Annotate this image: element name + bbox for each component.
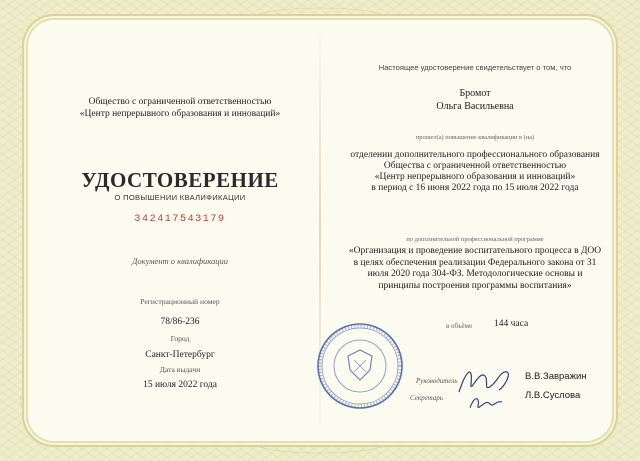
issue-date-label: Дата выдачи [159, 365, 201, 374]
holder-given-names: Ольга Васильевна [436, 101, 514, 112]
certificate-title: УДОСТОВЕРЕНИЕ [81, 168, 279, 192]
department-line: «Центр непрерывного образования и инноваций» [374, 172, 576, 182]
certify-text: Настоящее удостоверение свидетельствует о том, что [378, 63, 572, 72]
program-line: в целях обеспечения реализации Федерального закона от 31 [353, 257, 597, 268]
serial-number: 342417543179 [134, 214, 226, 225]
secretary-name: Л.В.Суслова [525, 390, 581, 401]
department-line: отделении дополнительного профессионального образования [350, 150, 600, 160]
secretary-label: Секретарь [410, 394, 443, 402]
department-line: в период с 16 июня 2022 года по 15 июля 2022 года [371, 183, 579, 193]
passed-text: прошел(а) повышение квалификации в (на) [415, 134, 535, 141]
handwritten-signature-icon [466, 392, 506, 414]
round-official-seal-icon [314, 320, 406, 412]
head-name: В.В.Завражин [525, 371, 587, 382]
head-label: Руководитель [416, 377, 458, 385]
organization-line: «Центр непрерывного образования и инноваций» [79, 109, 281, 119]
registration-number: 78/86-236 [160, 317, 200, 327]
document-type: Документ о квалификации [131, 256, 229, 266]
certificate-subtitle: О ПОВЫШЕНИИ КВАЛИФИКАЦИИ [114, 193, 246, 202]
organization-line: Общество с ограниченной ответственностью [88, 97, 272, 107]
program-line: принципы построения программы воспитания» [378, 280, 572, 291]
program-line: июля 2020 года 304-ФЗ. Методологические основы и [367, 269, 583, 279]
city-value: Санкт-Петербург [145, 350, 215, 360]
issuing-organization [60, 96, 300, 120]
registration-label: Регистрационный номер [140, 297, 220, 306]
issue-date-value: 15 июля 2022 года [143, 380, 217, 390]
department-line: Общества с ограниченной ответственностью [383, 161, 567, 171]
volume-value: 144 часа [494, 319, 529, 329]
program-line: «Организация и проведение воспитательного процесса в ДОО [348, 246, 602, 256]
program-label: по дополнительной профессиональной программе [406, 236, 544, 243]
holder-surname: Бромот [459, 88, 491, 99]
training-department [330, 150, 620, 194]
program-title [330, 246, 620, 292]
city-label: Город [170, 334, 190, 343]
volume-label: в объёме [446, 322, 473, 330]
